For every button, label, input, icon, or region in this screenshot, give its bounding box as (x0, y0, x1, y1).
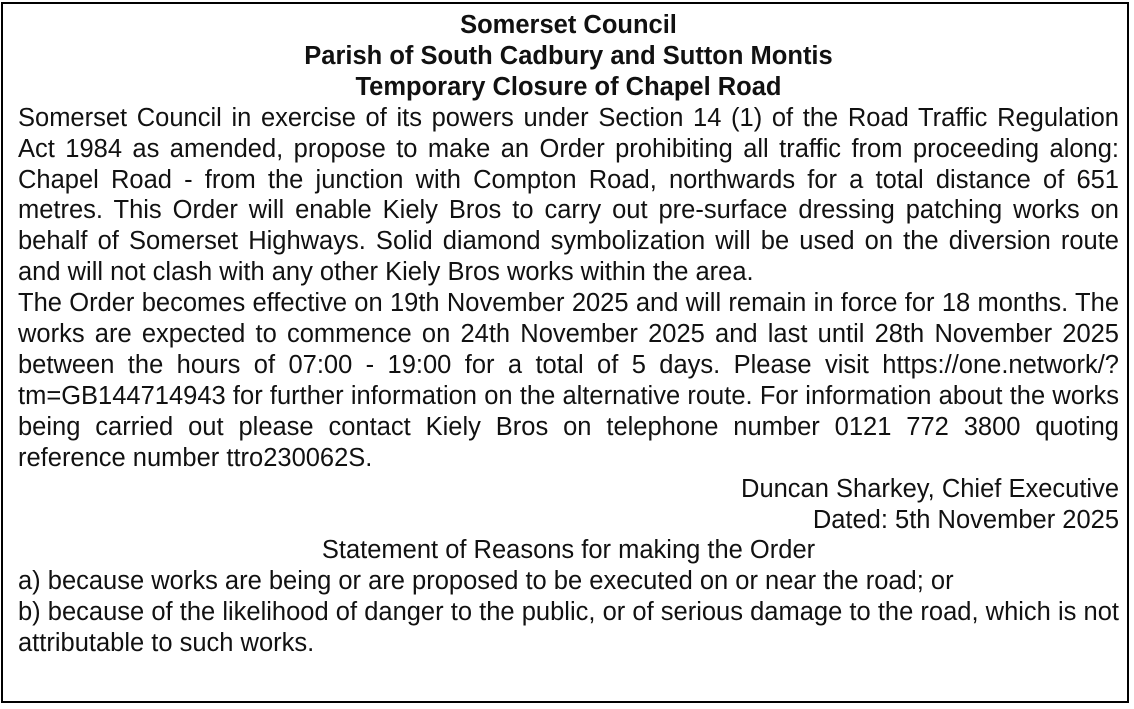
notice-title-council: Somerset Council (460, 11, 677, 39)
signatory: Duncan Sharkey, Chief Executive (741, 474, 1119, 503)
notice-title-parish: Parish of South Cadbury and Sutton Montis (304, 41, 833, 70)
dates-paragraph: The Order becomes effective on 19th November 2025 and will remain in force for 18 months. The works are expected to commence on 24th November 2025 and last until 28th November 2025 between the hours of 07:00 - 19:00 for a total of 5 days. Please visit https://one.network/?tm=GB144714943 for further information on the alternative route. For information about the works being carried out please contact Kiely Bros on telephone number 0121 772 3800 quoting reference number ttro230062S. (18, 289, 1119, 472)
order-paragraph: Somerset Council in exercise of its powers under Section 14 (1) of the Road Traffic Regulation Act 1984 as amended, propose to make an Order prohibiting all traffic from proceeding along: Chapel Road - from the junction with Compton Road, northwards for a total distance of 651 metres. This Order will enable Kiely Bros to carry out pre-surface dressing patching works on behalf of Somerset Highways. Solid diamond symbolization will be used on the diversion route and will not clash with any other Kiely Bros works within the area. (18, 103, 1119, 287)
reason-a: a) because works are being or are proposed to be executed on or near the road; or (18, 567, 954, 596)
reason-b: b) because of the likelihood of danger to the public, or of serious damage to the road, which is not attributable to such works. (18, 598, 1119, 658)
notice-title-closure: Temporary Closure of Chapel Road (355, 72, 782, 101)
public-notice (1, 2, 1129, 703)
reasons-heading: Statement of Reasons for making the Order (321, 536, 816, 565)
notice-content (18, 10, 1119, 659)
date-line: Dated: 5th November 2025 (812, 505, 1119, 534)
